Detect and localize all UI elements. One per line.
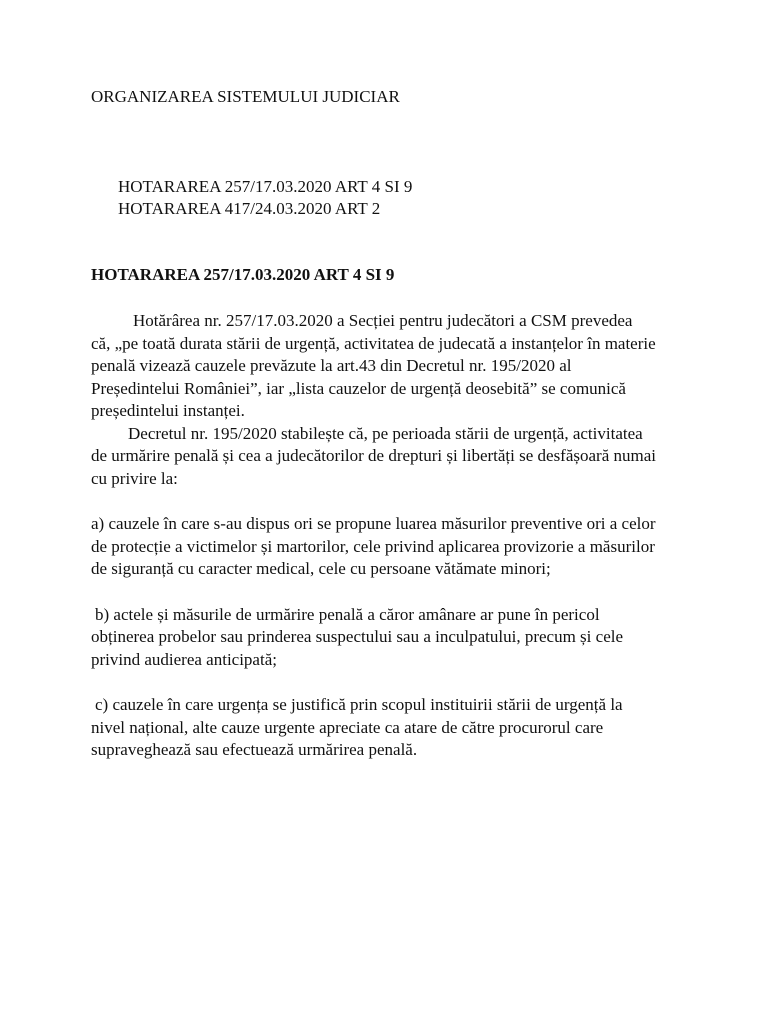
list-item-line: obținerea probelor sau prinderea suspectului sau a inculpatului, precum și cele bbox=[91, 627, 624, 646]
list-item-line: privind audierea anticipată; bbox=[91, 650, 277, 669]
paragraph-line: președintelui instanței. bbox=[91, 401, 245, 420]
list-item-line: supraveghează sau efectuează urmărirea penală. bbox=[91, 740, 418, 759]
document-title: ORGANIZAREA SISTEMULUI JUDICIAR bbox=[91, 87, 400, 106]
section-heading: HOTARAREA 257/17.03.2020 ART 4 SI 9 bbox=[91, 265, 395, 284]
list-item-line: de protecție a victimelor și martorilor, cele privind aplicarea provizorie a măsurilor bbox=[91, 537, 655, 556]
list-item-line: a) cauzele în care s-au dispus ori se propune luarea măsurilor preventive ori a celor bbox=[91, 514, 656, 533]
list-item-line: c) cauzele în care urgența se justifică prin scopul instituirii stării de urgență la bbox=[95, 695, 623, 714]
reference-line: HOTARAREA 257/17.03.2020 ART 4 SI 9 bbox=[118, 177, 413, 196]
paragraph-line: că, „pe toată durata stării de urgență, activitatea de judecată a instanțelor în materie bbox=[91, 334, 656, 353]
paragraph-line: Hotărârea nr. 257/17.03.2020 a Secției pentru judecători a CSM prevedea bbox=[133, 311, 633, 330]
paragraph-line: de urmărire penală și cea a judecătorilor de drepturi și libertăți se desfășoară numai bbox=[91, 446, 657, 465]
list-item-line: b) actele și măsurile de urmărire penală a căror amânare ar pune în pericol bbox=[95, 605, 600, 624]
paragraph-line: Președintelui României”, iar „lista cauzelor de urgență deosebită” se comunică bbox=[91, 379, 626, 398]
reference-line: HOTARAREA 417/24.03.2020 ART 2 bbox=[118, 199, 381, 218]
paragraph-line: cu privire la: bbox=[91, 469, 178, 488]
list-item-line: de siguranță cu caracter medical, cele cu persoane vătămate minori; bbox=[91, 559, 551, 578]
paragraph-line: Decretul nr. 195/2020 stabilește că, pe perioada stării de urgență, activitatea bbox=[128, 424, 643, 443]
list-item-line: nivel național, alte cauze urgente apreciate ca atare de către procurorul care bbox=[91, 718, 604, 737]
paragraph-line: penală vizează cauzele prevăzute la art.43 din Decretul nr. 195/2020 al bbox=[91, 356, 572, 375]
